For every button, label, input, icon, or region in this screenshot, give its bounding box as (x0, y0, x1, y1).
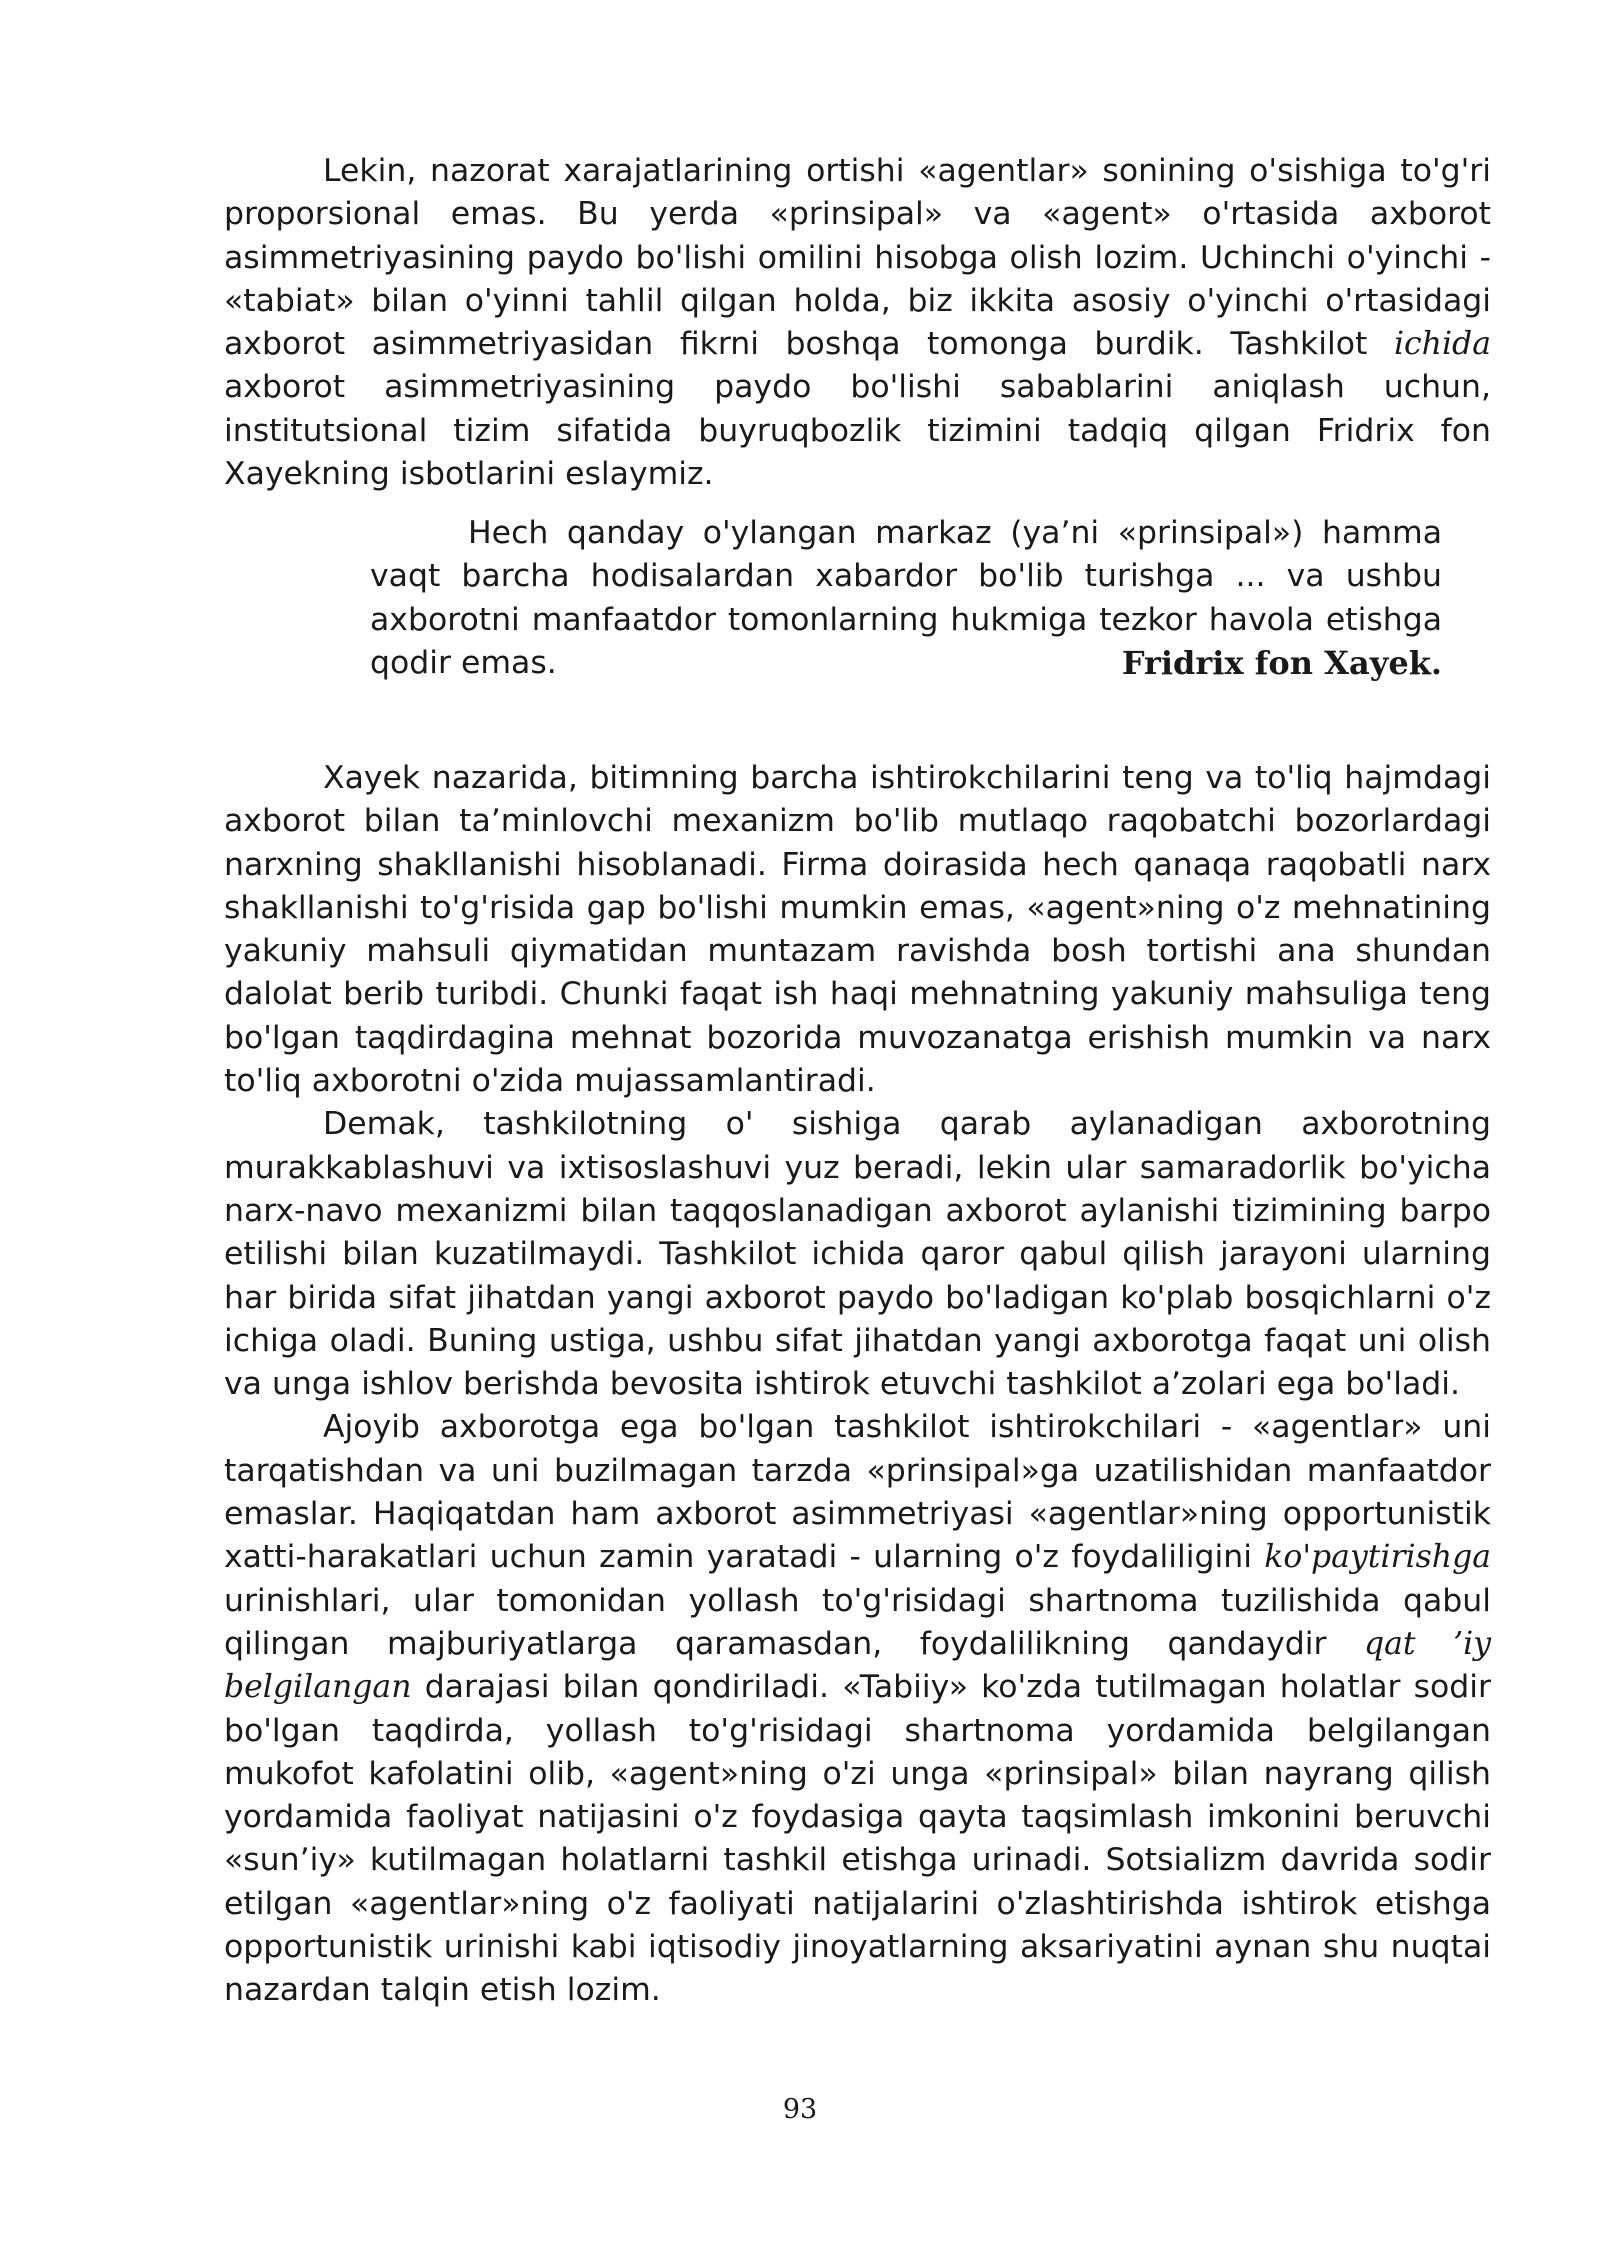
block-quote: Hech qanday o'ylangan markaz (ya’ni «prinsipal») hamma vaqt barcha hodisalardan xabardor bo'lib turishga ... va ushbu axborotni manfaatdor tomonlarning hukmiga tezkor havola etishga qodir emas. (370, 515, 1442, 681)
emphasized-word: ko'paytirishga (1264, 1539, 1492, 1576)
body-paragraph-1-block (224, 150, 1491, 496)
paragraph-text: Ajoyib axborotga ega bo'lgan tashkilot ishtirokchilari - «agentlar» uni tarqatishdan va uni buzilmagan tarzda «prinsipal»ga uzatilishidan manfaatdor emaslar. Haqiqatdan ham axborot asimmetriyasi «agentlar»ning opportunistik xatti-harakatlari uchun zamin yaratadi - ularning o'z foydaliligini (224, 1409, 1491, 1576)
quote-attribution: Fridrix fon Xayek. (1121, 644, 1442, 682)
paragraph-text: urinishlari, ular tomonidan yollash to'g'risidagi shartnoma tuzilishida qabul qilingan majburiyatlarga qaramasdan, foydalilikning qandaydir (224, 1582, 1491, 1662)
emphasized-word: ichida (1393, 326, 1491, 363)
body-paragraph (224, 1406, 1491, 2012)
paragraph-text: Lekin, nazorat xarajatlarining ortishi «agentlar» sonining o'sishiga to'g'ri proporsional emas. Bu yerda «prinsipal» va «agent» o'rtasida axborot asimmetriyasining paydo bo'lishi omilini hisobga olish lozim. Uchinchi o'yinchi - «tabiat» bilan o'yinni tahlil qilgan holda, biz ikkita asosiy o'yinchi o'rtasidagi axborot asimmetriyasidan fikrni boshqa tomonga burdik. Tashkilot (224, 153, 1491, 363)
paragraph-text: darajasi bilan qondiriladi. «Tabiiy» ko'zda tutilmagan holatlar sodir bo'lgan taqdirda, yollash to'g'risidagi shartnoma yordamida belgilangan mukofot kafolatini olib, «agent»ning o'zi unga «prinsipal» bilan nayrang qilish yordamida faoliyat natijasini o'z foydasiga qayta taqsimlash imkonini beruvchi «sun’iy» kutilmagan holatlarni tashkil etishga urinadi. Sotsializm davrida sodir etilgan «agentlar»ning o'z faoliyati natijalarini o'zlashtirishda ishtirok etishga opportunistik urinishi kabi iqtisodiy jinoyatlarning aksariyatini aynan shu nuqtai nazardan talqin etish lozim. (224, 1669, 1491, 2009)
body-paragraph: Xayek nazarida, bitimning barcha ishtirokchilarini teng va to'liq hajmdagi axborot bilan ta’minlovchi mexanizm bo'lib mutlaqo raqobatchi bozorlardagi narxning shakllanishi hisoblanadi. Firma doirasida hech qanaqa raqobatli narx shakllanishi to'g'risida gap bo'lishi mumkin emas, «agent»ning o'z mehnatining yakuniy mahsuli qiymatidan muntazam ravishda bosh tortishi ana shundan dalolat berib turibdi. Chunki faqat ish haqi mehnatning yakuniy mahsuliga teng bo'lgan taqdirdagina mehnat bozorida muvozanatga erishish mumkin va narx to'liq axborotni o'zida mujassamlantiradi. (224, 760, 1491, 1100)
main-body-text (224, 757, 1491, 2013)
body-paragraph (224, 150, 1491, 496)
paragraph-text: axborot asimmetriyasining paydo bo'lishi sabablarini aniqlash uchun, institutsional tizim sifatida buyruqbozlik tizimini tadqiq qilgan Fridrix fon Xayekning isbotlarini eslaymiz. (224, 369, 1491, 493)
emphasized-phrase: qat ’iy belgilangan (224, 1625, 1492, 1706)
body-paragraph: Demak, tashkilotning o' sishiga qarab aylanadigan axborotning murakkablashuvi va ixtisoslashuvi yuz beradi, lekin ular samaradorlik bo'yicha narx-navo mexanizmi bilan taqqoslanadigan axborot aylanishi tizimining barpo etilishi bilan kuzatilmaydi. Tashkilot ichida qaror qabul qilish jarayoni ularning har birida sifat jihatdan yangi axborot paydo bo'ladigan ko'plab bosqichlarni o'z ichiga oladi. Buning ustiga, ushbu sifat jihatdan yangi axborotga faqat uni olish va unga ishlov berishda bevosita ishtirok etuvchi tashkilot a’zolari ega bo'ladi. (224, 1106, 1491, 1403)
page-number: 93 (782, 2094, 818, 2125)
